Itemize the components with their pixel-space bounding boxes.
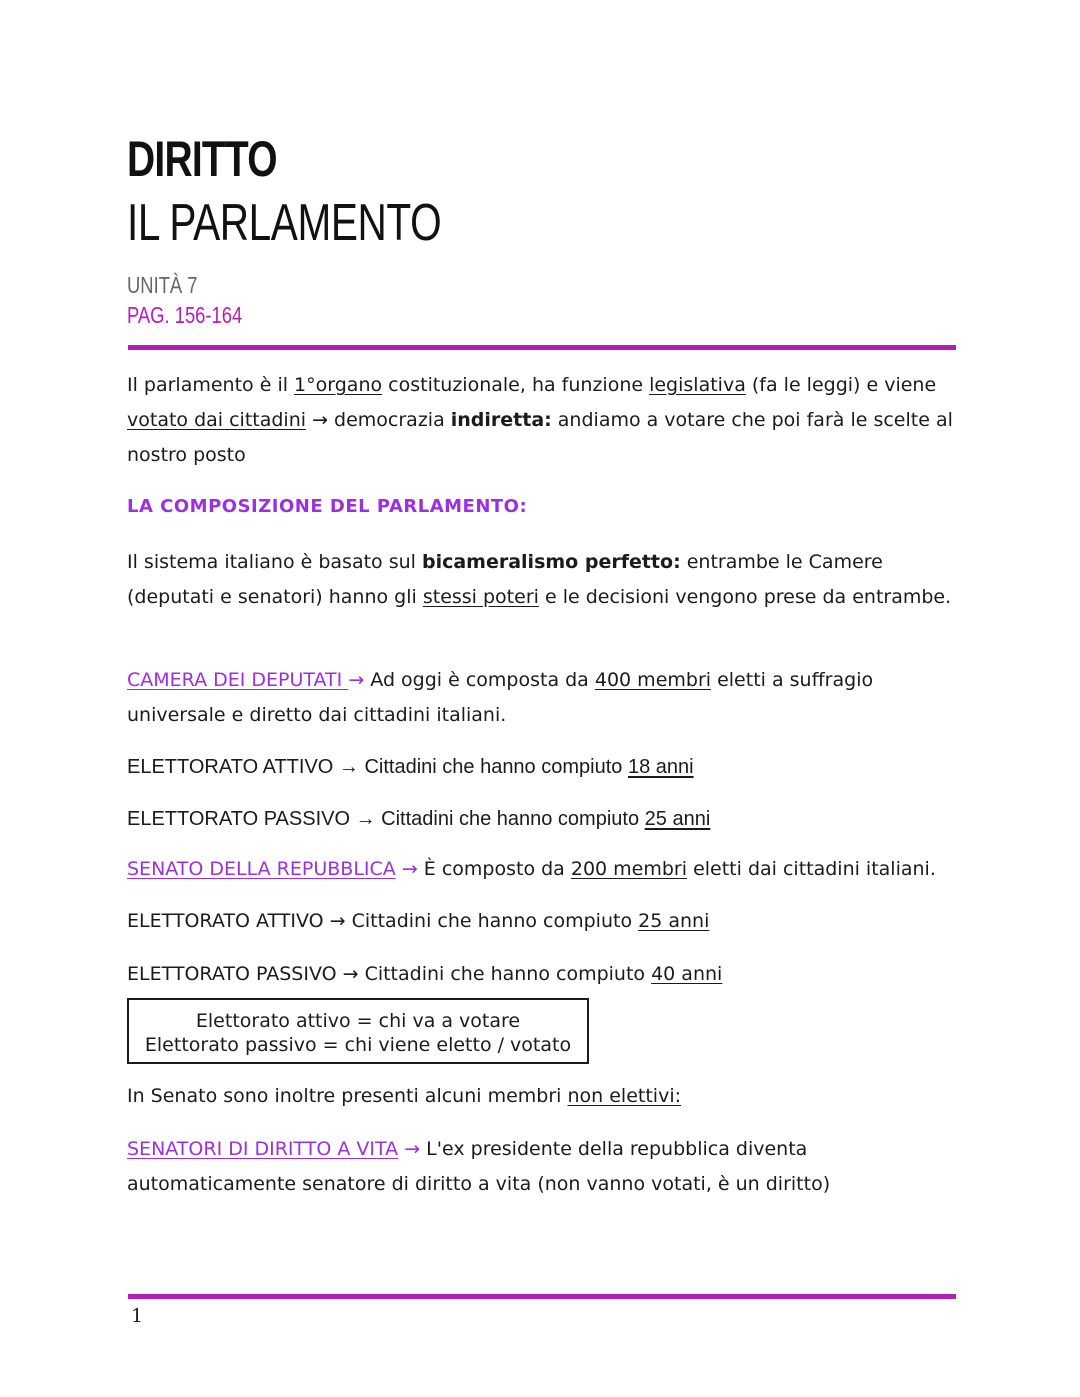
text: ELETTORATO PASSIVO → Cittadini che hanno compiuto [127, 963, 652, 985]
text: (fa le leggi) e viene [745, 374, 937, 396]
page-number: 1 [131, 1305, 144, 1327]
arrow-right-icon: → [395, 858, 418, 880]
underlined-text: 200 membri [570, 858, 688, 880]
arrow-right-icon: → [348, 669, 365, 691]
document-title: DIRITTO [127, 131, 277, 187]
text: andiamo a votare che poi farà le scelte al nostro posto [127, 409, 953, 466]
senato-elettorato-passivo [127, 957, 957, 992]
page-range-label: PAG. 156-164 [127, 302, 243, 328]
senatori-vita-paragraph [127, 1132, 957, 1202]
text: Il parlamento è il [127, 374, 295, 396]
underlined-text: votato dai cittadini [127, 409, 307, 431]
camera-dei-deputati-link[interactable]: CAMERA DEI DEPUTATI [127, 669, 349, 691]
unit-label: UNITÀ 7 [127, 272, 198, 298]
senato-paragraph [127, 852, 957, 887]
camera-elettorato-passivo [127, 802, 957, 837]
definition-box [127, 998, 589, 1064]
section-heading: LA COMPOSIZIONE DEL PARLAMENTO: [127, 496, 528, 517]
bold-text: bicameralismo perfetto: [421, 551, 681, 573]
non-elettivi-paragraph [127, 1079, 957, 1114]
bicameral-paragraph [127, 545, 957, 615]
text: e le decisioni vengono prese da entrambe. [538, 586, 952, 608]
footer-divider [128, 1294, 956, 1299]
definition-line: Elettorato attivo = chi va a votare [195, 1010, 521, 1032]
camera-elettorato-attivo [127, 750, 957, 785]
underlined-text: legislativa [649, 374, 746, 396]
text: ELETTORATO ATTIVO → Cittadini che hanno compiuto [127, 756, 628, 778]
underlined-text: 18 anni [627, 756, 694, 778]
text: costituzionale, ha funzione [382, 374, 650, 396]
underlined-text: stessi poteri [422, 586, 539, 608]
underlined-text: 25 anni [644, 808, 711, 830]
text: eletti a suffragio universale e diretto dai cittadini italiani. [127, 669, 874, 726]
underlined-text: 25 anni [638, 910, 710, 932]
text: Il sistema italiano è basato sul [127, 551, 422, 573]
text: → democrazia [306, 409, 451, 431]
intro-paragraph [127, 368, 957, 473]
senato-della-repubblica-link[interactable]: SENATO DELLA REPUBBLICA [127, 858, 396, 880]
header-divider [128, 345, 956, 350]
senato-elettorato-attivo [127, 904, 957, 939]
text: È composto da [417, 858, 571, 880]
definition-line: Elettorato passivo = chi viene eletto / votato [144, 1034, 572, 1056]
text: entrambe le Camere (deputati e senatori) hanno gli [127, 551, 883, 608]
underlined-text: non elettivi: [567, 1085, 681, 1107]
underlined-text: 40 anni [651, 963, 723, 985]
underlined-text: 1°organo [294, 374, 383, 396]
text: In Senato sono inoltre presenti alcuni membri [127, 1085, 568, 1107]
senatori-di-diritto-a-vita-link[interactable]: SENATORI DI DIRITTO A VITA [127, 1138, 399, 1160]
text: ELETTORATO PASSIVO → Cittadini che hanno compiuto [127, 808, 645, 830]
arrow-right-icon: → [398, 1138, 421, 1160]
text: Ad oggi è composta da [364, 669, 595, 691]
underlined-text: 400 membri [594, 669, 712, 691]
text: ELETTORATO ATTIVO → Cittadini che hanno compiuto [127, 910, 639, 932]
camera-paragraph [127, 663, 957, 733]
bold-text: indiretta: [450, 409, 552, 431]
document-subtitle: IL PARLAMENTO [127, 194, 442, 252]
text: L'ex presidente della repubblica diventa automaticamente senatore di diritto a vita (non vanno votati, è un diritto) [127, 1138, 831, 1195]
text: eletti dai cittadini italiani. [687, 858, 936, 880]
